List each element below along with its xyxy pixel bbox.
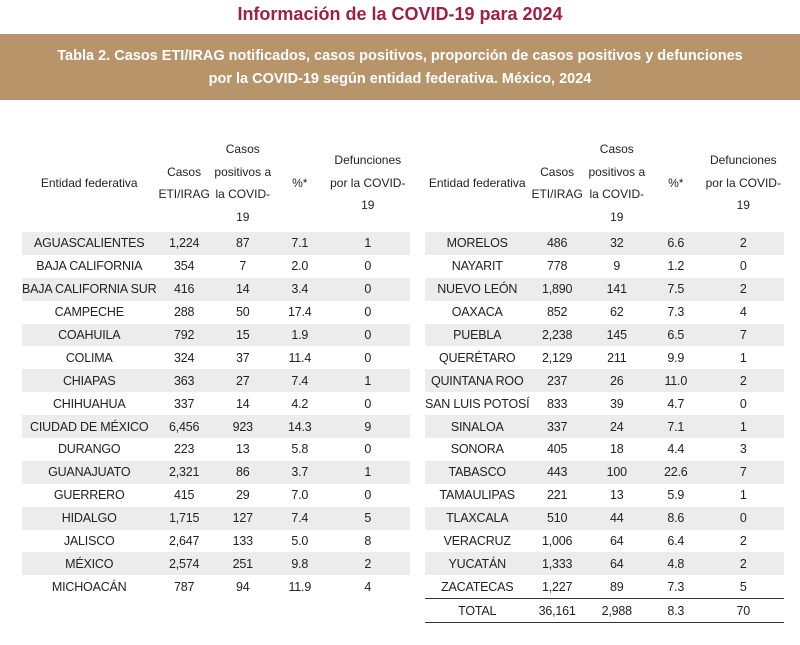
cell-casos-positivos: 923 — [212, 415, 274, 438]
cell-porcentaje: 2.0 — [274, 255, 326, 278]
cell-porcentaje: 9.8 — [274, 552, 326, 575]
cell-entidad: TABASCO — [425, 461, 529, 484]
cell-casos-eti-irag: 416 — [156, 278, 211, 301]
cell-porcentaje: 7.4 — [274, 369, 326, 392]
table-row — [425, 507, 784, 530]
right-table-body — [425, 232, 784, 623]
cell-porcentaje: 7.0 — [274, 484, 326, 507]
cell-defunciones: 2 — [703, 552, 784, 575]
cell-porcentaje: 4.4 — [649, 438, 703, 461]
table-row — [22, 575, 410, 598]
cell-porcentaje: 4.8 — [649, 552, 703, 575]
cell-porcentaje: 7.3 — [649, 575, 703, 598]
cell-casos-positivos: 127 — [212, 507, 274, 530]
cell-porcentaje: 11.9 — [274, 575, 326, 598]
cell-casos-eti-irag: 221 — [529, 484, 584, 507]
table-row — [425, 278, 784, 301]
table-row — [425, 415, 784, 438]
cell-porcentaje: 8.3 — [649, 599, 703, 623]
header-row — [425, 138, 784, 232]
header-casos-positivos: Casos positivos a la COVID- 19 — [214, 142, 272, 224]
cell-casos-eti-irag: 1,006 — [529, 530, 584, 553]
table-row — [22, 255, 410, 278]
cell-defunciones: 3 — [703, 438, 784, 461]
cell-casos-positivos: 37 — [212, 346, 274, 369]
cell-entidad: AGUASCALIENTES — [22, 232, 156, 255]
cell-entidad: ZACATECAS — [425, 575, 529, 598]
table-row — [22, 232, 410, 255]
cell-entidad: TAMAULIPAS — [425, 484, 529, 507]
cell-defunciones: 0 — [703, 255, 784, 278]
cell-defunciones: 0 — [326, 392, 410, 415]
cell-porcentaje: 22.6 — [649, 461, 703, 484]
cell-entidad: CAMPECHE — [22, 301, 156, 324]
cell-casos-positivos: 13 — [585, 484, 649, 507]
cell-entidad: VERACRUZ — [425, 530, 529, 553]
cell-entidad: NUEVO LEÓN — [425, 278, 529, 301]
cell-entidad: SAN LUIS POTOSÍ — [425, 392, 529, 415]
header-row — [22, 138, 410, 232]
cell-defunciones: 1 — [703, 346, 784, 369]
cell-casos-eti-irag: 405 — [529, 438, 584, 461]
cell-defunciones: 2 — [703, 369, 784, 392]
cell-casos-positivos: 87 — [212, 232, 274, 255]
cell-entidad: OAXACA — [425, 301, 529, 324]
header-casos-eti-irag: Casos ETI/IRAG — [158, 164, 210, 201]
cell-porcentaje: 3.7 — [274, 461, 326, 484]
cell-defunciones: 5 — [326, 507, 410, 530]
cell-casos-eti-irag: 354 — [156, 255, 211, 278]
table-row — [425, 346, 784, 369]
cell-casos-eti-irag: 510 — [529, 507, 584, 530]
cell-entidad: NAYARIT — [425, 255, 529, 278]
cell-casos-eti-irag: 443 — [529, 461, 584, 484]
cell-casos-positivos: 64 — [585, 552, 649, 575]
cell-porcentaje: 6.5 — [649, 324, 703, 347]
table-caption-line-1: Tabla 2. Casos ETI/IRAG notificados, casos positivos, proporción de casos positivos y defunciones — [57, 48, 743, 64]
cell-entidad: MÉXICO — [22, 552, 156, 575]
cell-casos-eti-irag: 1,890 — [529, 278, 584, 301]
cell-defunciones: 0 — [326, 255, 410, 278]
header-entidad: Entidad federativa — [428, 175, 526, 190]
table-row — [22, 369, 410, 392]
cell-defunciones: 0 — [326, 278, 410, 301]
cell-entidad: QUERÉTARO — [425, 346, 529, 369]
cell-defunciones: 2 — [703, 232, 784, 255]
cell-casos-positivos: 18 — [585, 438, 649, 461]
cell-casos-positivos: 27 — [212, 369, 274, 392]
left-state-table — [22, 138, 410, 598]
cell-defunciones: 9 — [326, 415, 410, 438]
table-row — [425, 552, 784, 575]
cell-porcentaje: 6.6 — [649, 232, 703, 255]
cell-defunciones: 0 — [703, 507, 784, 530]
cell-entidad: BAJA CALIFORNIA SUR — [22, 278, 156, 301]
cell-entidad: CHIAPAS — [22, 369, 156, 392]
table-row — [22, 346, 410, 369]
table-row — [425, 530, 784, 553]
cell-casos-positivos: 133 — [212, 530, 274, 553]
table-row — [22, 507, 410, 530]
cell-entidad: TLAXCALA — [425, 507, 529, 530]
cell-casos-positivos: 15 — [212, 324, 274, 347]
cell-porcentaje: 7.3 — [649, 301, 703, 324]
cell-casos-positivos: 13 — [212, 438, 274, 461]
cell-casos-positivos: 32 — [585, 232, 649, 255]
cell-entidad: SINALOA — [425, 415, 529, 438]
cell-casos-positivos: 211 — [585, 346, 649, 369]
table-row — [425, 392, 784, 415]
cell-porcentaje: 8.6 — [649, 507, 703, 530]
cell-porcentaje: 7.5 — [649, 278, 703, 301]
cell-casos-eti-irag: 486 — [529, 232, 584, 255]
cell-porcentaje: 11.0 — [649, 369, 703, 392]
cell-casos-eti-irag: 337 — [529, 415, 584, 438]
cell-entidad: PUEBLA — [425, 324, 529, 347]
right-state-table — [425, 138, 784, 623]
cell-entidad: COAHUILA — [22, 324, 156, 347]
cell-casos-positivos: 14 — [212, 278, 274, 301]
cell-porcentaje: 9.9 — [649, 346, 703, 369]
cell-porcentaje: 5.8 — [274, 438, 326, 461]
cell-entidad: MICHOACÁN — [22, 575, 156, 598]
table-row — [425, 301, 784, 324]
cell-entidad: GUERRERO — [22, 484, 156, 507]
header-casos-positivos: Casos positivos a la COVID- 19 — [588, 142, 646, 224]
cell-entidad: YUCATÁN — [425, 552, 529, 575]
cell-casos-positivos: 251 — [212, 552, 274, 575]
cell-casos-positivos: 39 — [585, 392, 649, 415]
cell-casos-positivos: 89 — [585, 575, 649, 598]
cell-casos-positivos: 141 — [585, 278, 649, 301]
cell-porcentaje: 4.7 — [649, 392, 703, 415]
cell-casos-eti-irag: 1,333 — [529, 552, 584, 575]
cell-casos-eti-irag: 337 — [156, 392, 211, 415]
table-row — [425, 232, 784, 255]
cell-casos-eti-irag: 2,321 — [156, 461, 211, 484]
total-row — [425, 599, 784, 623]
header-porcentaje: %* — [668, 175, 684, 190]
cell-defunciones: 1 — [703, 415, 784, 438]
cell-defunciones: 2 — [326, 552, 410, 575]
cell-porcentaje: 7.1 — [274, 232, 326, 255]
cell-porcentaje: 6.4 — [649, 530, 703, 553]
cell-defunciones: 0 — [326, 301, 410, 324]
table-row — [425, 484, 784, 507]
page-title: Información de la COVID-19 para 2024 — [237, 4, 563, 24]
header-defunciones: Defunciones por la COVID- 19 — [330, 153, 406, 213]
table-row — [425, 575, 784, 598]
header-casos-eti-irag: Casos ETI/IRAG — [531, 164, 583, 201]
cell-casos-positivos: 7 — [212, 255, 274, 278]
cell-porcentaje: 11.4 — [274, 346, 326, 369]
cell-defunciones: 0 — [326, 438, 410, 461]
cell-defunciones: 4 — [326, 575, 410, 598]
table-row — [425, 438, 784, 461]
cell-casos-positivos: 44 — [585, 507, 649, 530]
table-row — [425, 461, 784, 484]
table-row — [425, 255, 784, 278]
cell-casos-eti-irag: 324 — [156, 346, 211, 369]
cell-casos-eti-irag: 288 — [156, 301, 211, 324]
cell-entidad: SONORA — [425, 438, 529, 461]
cell-casos-positivos: 26 — [585, 369, 649, 392]
cell-casos-eti-irag: 6,456 — [156, 415, 211, 438]
cell-defunciones: 7 — [703, 461, 784, 484]
cell-entidad: TOTAL — [425, 599, 529, 623]
cell-porcentaje: 4.2 — [274, 392, 326, 415]
cell-casos-eti-irag: 36,161 — [529, 599, 584, 623]
cell-defunciones: 5 — [703, 575, 784, 598]
cell-casos-eti-irag: 2,129 — [529, 346, 584, 369]
cell-defunciones: 1 — [326, 369, 410, 392]
cell-defunciones: 2 — [703, 530, 784, 553]
cell-entidad: COLIMA — [22, 346, 156, 369]
cell-defunciones: 1 — [326, 232, 410, 255]
cell-defunciones: 1 — [703, 484, 784, 507]
cell-defunciones: 70 — [703, 599, 784, 623]
cell-defunciones: 0 — [326, 346, 410, 369]
cell-casos-eti-irag: 778 — [529, 255, 584, 278]
cell-porcentaje: 7.1 — [649, 415, 703, 438]
table-row — [22, 461, 410, 484]
cell-defunciones: 0 — [326, 324, 410, 347]
cell-entidad: BAJA CALIFORNIA — [22, 255, 156, 278]
table-row — [22, 438, 410, 461]
cell-casos-eti-irag: 792 — [156, 324, 211, 347]
cell-porcentaje: 1.2 — [649, 255, 703, 278]
cell-defunciones: 4 — [703, 301, 784, 324]
cell-porcentaje: 7.4 — [274, 507, 326, 530]
cell-porcentaje: 5.0 — [274, 530, 326, 553]
cell-casos-positivos: 14 — [212, 392, 274, 415]
table-row — [425, 324, 784, 347]
table-caption-line-2: por la COVID-19 según entidad federativa. México, 2024 — [208, 71, 592, 87]
cell-casos-eti-irag: 1,224 — [156, 232, 211, 255]
cell-casos-eti-irag: 1,715 — [156, 507, 211, 530]
cell-porcentaje: 17.4 — [274, 301, 326, 324]
cell-casos-eti-irag: 363 — [156, 369, 211, 392]
cell-entidad: CIUDAD DE MÉXICO — [22, 415, 156, 438]
cell-casos-eti-irag: 415 — [156, 484, 211, 507]
table-caption — [0, 45, 800, 91]
cell-entidad: MORELOS — [425, 232, 529, 255]
cell-entidad: GUANAJUATO — [22, 461, 156, 484]
table-row — [22, 392, 410, 415]
cell-defunciones: 1 — [326, 461, 410, 484]
cell-entidad: QUINTANA ROO — [425, 369, 529, 392]
left-table-body — [22, 232, 410, 598]
cell-porcentaje: 3.4 — [274, 278, 326, 301]
table-row — [22, 530, 410, 553]
cell-entidad: CHIHUAHUA — [22, 392, 156, 415]
table-row — [425, 369, 784, 392]
cell-casos-eti-irag: 2,238 — [529, 324, 584, 347]
cell-casos-positivos: 94 — [212, 575, 274, 598]
cell-casos-positivos: 29 — [212, 484, 274, 507]
cell-casos-eti-irag: 237 — [529, 369, 584, 392]
cell-casos-positivos: 145 — [585, 324, 649, 347]
cell-casos-positivos: 24 — [585, 415, 649, 438]
table-row — [22, 301, 410, 324]
cell-casos-positivos: 2,988 — [585, 599, 649, 623]
cell-porcentaje: 14.3 — [274, 415, 326, 438]
table-row — [22, 278, 410, 301]
cell-entidad: DURANGO — [22, 438, 156, 461]
cell-defunciones: 2 — [703, 278, 784, 301]
cell-casos-eti-irag: 1,227 — [529, 575, 584, 598]
cell-entidad: JALISCO — [22, 530, 156, 553]
header-entidad: Entidad federativa — [40, 175, 138, 190]
cell-casos-positivos: 9 — [585, 255, 649, 278]
cell-casos-positivos: 86 — [212, 461, 274, 484]
cell-casos-eti-irag: 223 — [156, 438, 211, 461]
cell-casos-positivos: 62 — [585, 301, 649, 324]
cell-casos-eti-irag: 787 — [156, 575, 211, 598]
cell-casos-eti-irag: 852 — [529, 301, 584, 324]
cell-defunciones: 0 — [703, 392, 784, 415]
table-row — [22, 324, 410, 347]
cell-casos-positivos: 50 — [212, 301, 274, 324]
table-row — [22, 552, 410, 575]
cell-defunciones: 0 — [326, 484, 410, 507]
cell-defunciones: 8 — [326, 530, 410, 553]
cell-casos-eti-irag: 833 — [529, 392, 584, 415]
header-porcentaje: %* — [292, 175, 308, 190]
cell-casos-positivos: 100 — [585, 461, 649, 484]
cell-entidad: HIDALGO — [22, 507, 156, 530]
cell-porcentaje: 1.9 — [274, 324, 326, 347]
table-row — [22, 484, 410, 507]
cell-defunciones: 7 — [703, 324, 784, 347]
table-row — [22, 415, 410, 438]
cell-casos-eti-irag: 2,574 — [156, 552, 211, 575]
cell-porcentaje: 5.9 — [649, 484, 703, 507]
header-defunciones: Defunciones por la COVID- 19 — [705, 153, 781, 213]
cell-casos-eti-irag: 2,647 — [156, 530, 211, 553]
cell-casos-positivos: 64 — [585, 530, 649, 553]
